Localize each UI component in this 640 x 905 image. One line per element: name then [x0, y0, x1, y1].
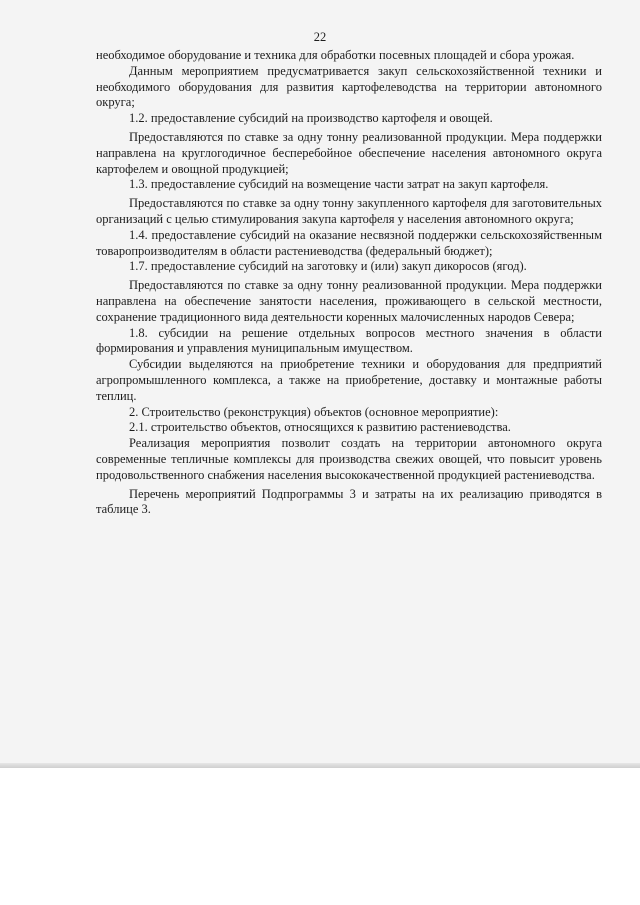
paragraph: Субсидии выделяются на приобретение техники и оборудования для предприятий агропромышленного комплекса, а также на приобретение, доставку и монтажные работы теплиц. [96, 357, 602, 403]
paragraph: Перечень мероприятий Подпрограммы 3 и затраты на их реализацию приводятся в таблице 3. [96, 486, 602, 517]
paragraph: необходимое оборудование и техника для обработки посевных площадей и сбора урожая. [96, 48, 575, 62]
paragraph: 1.7. предоставление субсидий на заготовку и (или) закуп дикоросов (ягод). [129, 259, 527, 274]
scan-bottom-edge [0, 763, 640, 768]
paragraph: 2. Строительство (реконструкция) объектов (основное мероприятие): [129, 404, 499, 419]
paragraph: 1.8. субсидии на решение отдельных вопросов местного значения в области формирования и управления муниципальным имуществом. [96, 325, 602, 356]
paragraph: 1.4. предоставление субсидий на оказание несвязной поддержки сельскохозяйственным товаропроизводителям в области растениеводства (федеральный бюджет); [96, 227, 602, 258]
page-number: 22 [313, 30, 327, 44]
paragraph: Предоставляются по ставке за одну тонну закупленного картофеля для заготовительных организаций с целью стимулирования закупа картофеля у населения автономного округа; [96, 196, 602, 226]
paragraph: 2.1. строительство объектов, относящихся к развитию растениеводства. [129, 420, 511, 435]
document-body [96, 48, 602, 518]
paragraph: 1.3. предоставление субсидий на возмещение части затрат на закуп картофеля. [129, 177, 549, 192]
paragraph: Предоставляются по ставке за одну тонну реализованной продукции. Мера поддержки направлена на круглогодичное бесперебойное обеспечение населения автономного округа картофелем и овощной продукцией; [96, 129, 602, 176]
paragraph: Предоставляются по ставке за одну тонну реализованной продукции. Мера поддержки направлена на обеспечение занятости населения, проживающего в сельской местности, сохранение традиционного вида деятельности коренных малочисленных народов Севера; [96, 278, 602, 324]
paragraph: 1.2. предоставление субсидий на производство картофеля и овощей. [129, 111, 493, 126]
paragraph: Данным мероприятием предусматривается закуп сельскохозяйственной техники и необходимого оборудования для развития картофелеводства на территории автономного округа; [96, 63, 602, 110]
paragraph: Реализация мероприятия позволит создать на территории автономного округа современные тепличные комплексы для производства свежих овощей, что повысит уровень продовольственного снабжения населения высококачественной продукцией растениеводства. [96, 436, 602, 482]
